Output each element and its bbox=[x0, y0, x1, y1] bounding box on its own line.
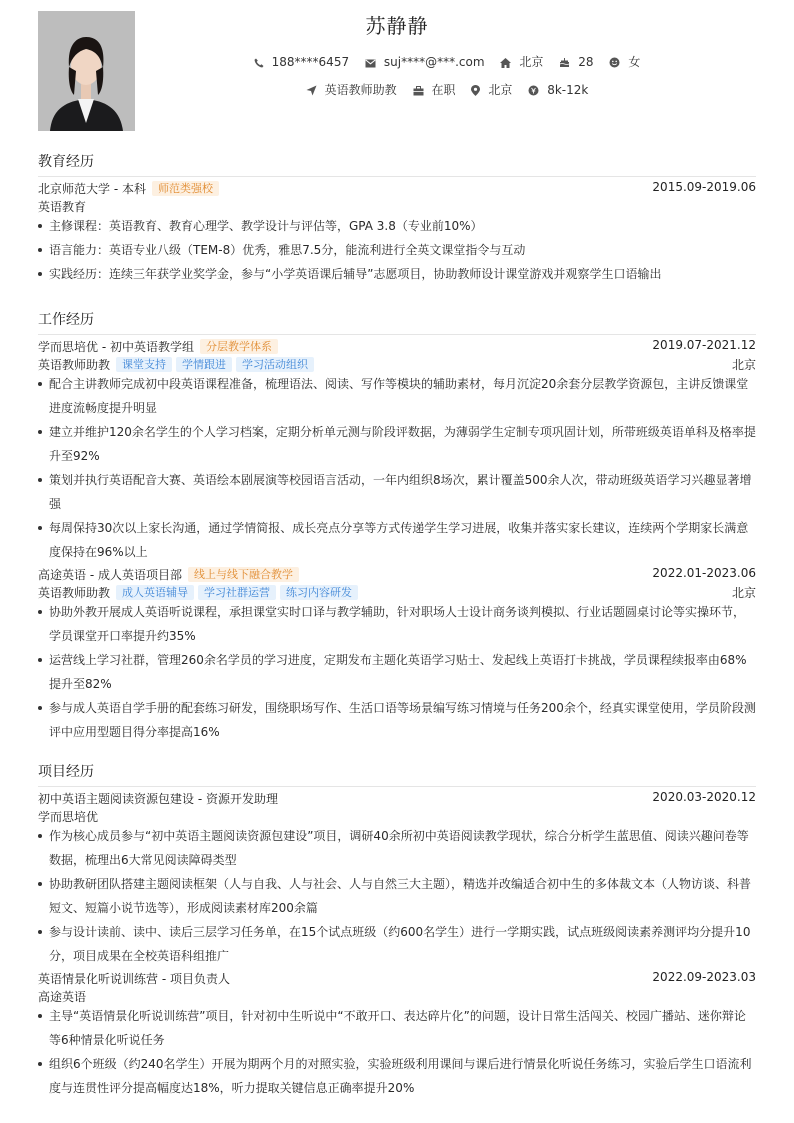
project-header-row bbox=[38, 790, 756, 808]
briefcase-icon bbox=[413, 86, 424, 96]
company-tag: 分层教学体系 bbox=[200, 339, 278, 354]
work-bullets bbox=[38, 372, 756, 564]
list-item: 协助教研团队搭建主题阅读框架（人与自我、人与社会、人与自然三大主题），精选并改编适合初中生的多体裁文本（人物访谈、科普短文、短篇小说节选等），形成阅读素材库200余篇 bbox=[38, 872, 756, 920]
work-city: 北京 bbox=[731, 586, 756, 600]
work-header-row bbox=[38, 338, 756, 356]
phone-item bbox=[254, 55, 349, 69]
cake-icon bbox=[559, 57, 570, 68]
list-item: 组织6个班级（约240名学生）开展为期两个月的对照实验，实验班级利用课间与课后进行情景化听说任务练习，实验后学生口语流利度与连贯性评分提高幅度达18%，听力提取关键信息正确率提升20% bbox=[38, 1052, 756, 1100]
send-icon bbox=[306, 85, 317, 96]
target-city-text: 北京 bbox=[488, 83, 513, 97]
skill-tag: 练习内容研发 bbox=[280, 585, 358, 600]
work-section-title: 工作经历 bbox=[38, 309, 756, 335]
list-item: 策划并执行英语配音大赛、英语绘本剧展演等校园语言活动，一年内组织8场次，累计覆盖500余人次，带动班级英语学习兴趣显著增强 bbox=[38, 468, 756, 516]
skill-tag: 课堂支持 bbox=[116, 357, 172, 372]
company-tag: 线上与线下融合教学 bbox=[188, 567, 299, 582]
target-role-text: 英语教师助教 bbox=[324, 83, 397, 97]
gender-text: 女 bbox=[628, 55, 641, 69]
list-item: 语言能力：英语专业八级（TEM-8）优秀，雅思7.5分，能流利进行全英文课堂指令与互动 bbox=[38, 238, 756, 262]
project-title: 初中英语主题阅读资源包建设 - 资源开发助理 bbox=[38, 792, 278, 806]
email-item bbox=[365, 55, 485, 69]
list-item: 主导“英语情景化听说训练营”项目，针对初中生听说中“不敢开口、表达碎片化”的问题，设计日常生活闯关、校园广播站、迷你辩论等6种情景化听说任务 bbox=[38, 1004, 756, 1052]
phone-text: 188****6457 bbox=[271, 55, 350, 69]
phone-icon bbox=[254, 58, 264, 68]
salary-text: 8k-12k bbox=[547, 83, 589, 97]
status-text: 在职 bbox=[431, 83, 456, 97]
gender-item bbox=[609, 53, 640, 70]
list-item: 配合主讲教师完成初中段英语课程准备，梳理语法、阅读、写作等模块的辅助素材，每月沉淀20余套分层教学资源包，主讲反馈课堂进度流畅度提升明显 bbox=[38, 372, 756, 420]
skill-tag: 学习社群运营 bbox=[198, 585, 276, 600]
target-role-item bbox=[306, 81, 397, 98]
work-date: 2022.01-2023.06 bbox=[652, 566, 756, 580]
list-item: 运营线上学习社群，管理260余名学员的学习进度，定期发布主题化英语学习贴士、发起线上英语打卡挑战，学员课程续报率由68%提升至82% bbox=[38, 648, 756, 696]
list-item: 主修课程：英语教育、教育心理学、教学设计与评估等，GPA 3.8（专业前10%） bbox=[38, 214, 756, 238]
project-bullets bbox=[38, 824, 756, 968]
hometown-text: 北京 bbox=[519, 55, 544, 69]
age-text: 28 bbox=[578, 55, 594, 69]
project-date: 2020.03-2020.12 bbox=[652, 790, 756, 804]
location-pin-icon bbox=[471, 85, 480, 96]
candidate-name: 苏静静 bbox=[365, 14, 429, 38]
school-tag: 师范类强校 bbox=[152, 181, 219, 196]
mail-icon bbox=[365, 59, 376, 68]
target-city-item bbox=[471, 81, 512, 98]
email-text: suj****@***.com bbox=[383, 55, 485, 69]
age-item bbox=[559, 55, 593, 69]
skill-tag: 成人英语辅导 bbox=[116, 585, 194, 600]
work-bullets bbox=[38, 600, 756, 744]
education-bullets bbox=[38, 214, 756, 286]
contact-info-row bbox=[138, 53, 756, 70]
skill-tag: 学习活动组织 bbox=[236, 357, 314, 372]
work-header-row bbox=[38, 566, 756, 584]
project-title: 英语情景化听说训练营 - 项目负责人 bbox=[38, 972, 230, 986]
role-title: 英语教师助教 bbox=[38, 586, 111, 600]
company-name: 高途英语 - 成人英语项目部 bbox=[38, 568, 182, 582]
project-org: 学而思培优 bbox=[38, 810, 99, 824]
work-city: 北京 bbox=[731, 358, 756, 372]
job-intent-row bbox=[138, 81, 756, 98]
company-name: 学而思培优 - 初中英语教学组 bbox=[38, 340, 194, 354]
list-item: 协助外教开展成人英语听说课程，承担课堂实时口译与教学辅助，针对职场人士设计商务谈判模拟、行业话题圆桌讨论等实操环节，学员课堂开口率提升约35% bbox=[38, 600, 756, 648]
list-item: 参与成人英语自学手册的配套练习研发，围绕职场写作、生活口语等场景编写练习情境与任务200余个，经真实课堂使用，学员阶段测评中应用型题目得分率提高16% bbox=[38, 696, 756, 744]
list-item: 作为核心成员参与“初中英语主题阅读资源包建设”项目，调研40余所初中英语阅读教学现状，综合分析学生蓝思值、阅读兴趣问卷等数据，梳理出6大常见阅读障碍类型 bbox=[38, 824, 756, 872]
education-date: 2015.09-2019.06 bbox=[652, 180, 756, 194]
major: 英语教育 bbox=[38, 200, 87, 214]
project-header-row bbox=[38, 970, 756, 988]
project-org: 高途英语 bbox=[38, 990, 87, 1004]
work-date: 2019.07-2021.12 bbox=[652, 338, 756, 352]
projects-section-title: 项目经历 bbox=[38, 761, 756, 787]
hometown-item bbox=[500, 53, 543, 70]
role-title: 英语教师助教 bbox=[38, 358, 111, 372]
money-icon bbox=[528, 85, 539, 96]
home-icon bbox=[500, 58, 511, 68]
list-item: 建立并维护120余名学生的个人学习档案，定期分析单元测与阶段评数据，为薄弱学生定制专项巩固计划，所带班级英语单科及格率提升至92% bbox=[38, 420, 756, 468]
education-section-title: 教育经历 bbox=[38, 151, 756, 177]
status-item bbox=[413, 81, 456, 98]
school-name: 北京师范大学 - 本科 bbox=[38, 182, 146, 196]
skill-tag: 学情跟进 bbox=[176, 357, 232, 372]
list-item: 实践经历：连续三年获学业奖学金，参与“小学英语课后辅导”志愿项目，协助教师设计课堂游戏并观察学生口语输出 bbox=[38, 262, 756, 286]
list-item: 每周保持30次以上家长沟通，通过学情简报、成长亮点分享等方式传递学生学习进展，收集并落实家长建议，连续两个学期家长满意度保持在96%以上 bbox=[38, 516, 756, 564]
project-date: 2022.09-2023.03 bbox=[652, 970, 756, 984]
project-bullets bbox=[38, 1004, 756, 1100]
salary-item bbox=[528, 83, 588, 97]
education-header-row bbox=[38, 180, 756, 198]
smile-icon bbox=[609, 57, 620, 68]
list-item: 参与设计读前、读中、读后三层学习任务单，在15个试点班级（约600名学生）进行一学期实践，试点班级阅读素养测评均分提升10分，项目成果在全校英语科组推广 bbox=[38, 920, 756, 968]
